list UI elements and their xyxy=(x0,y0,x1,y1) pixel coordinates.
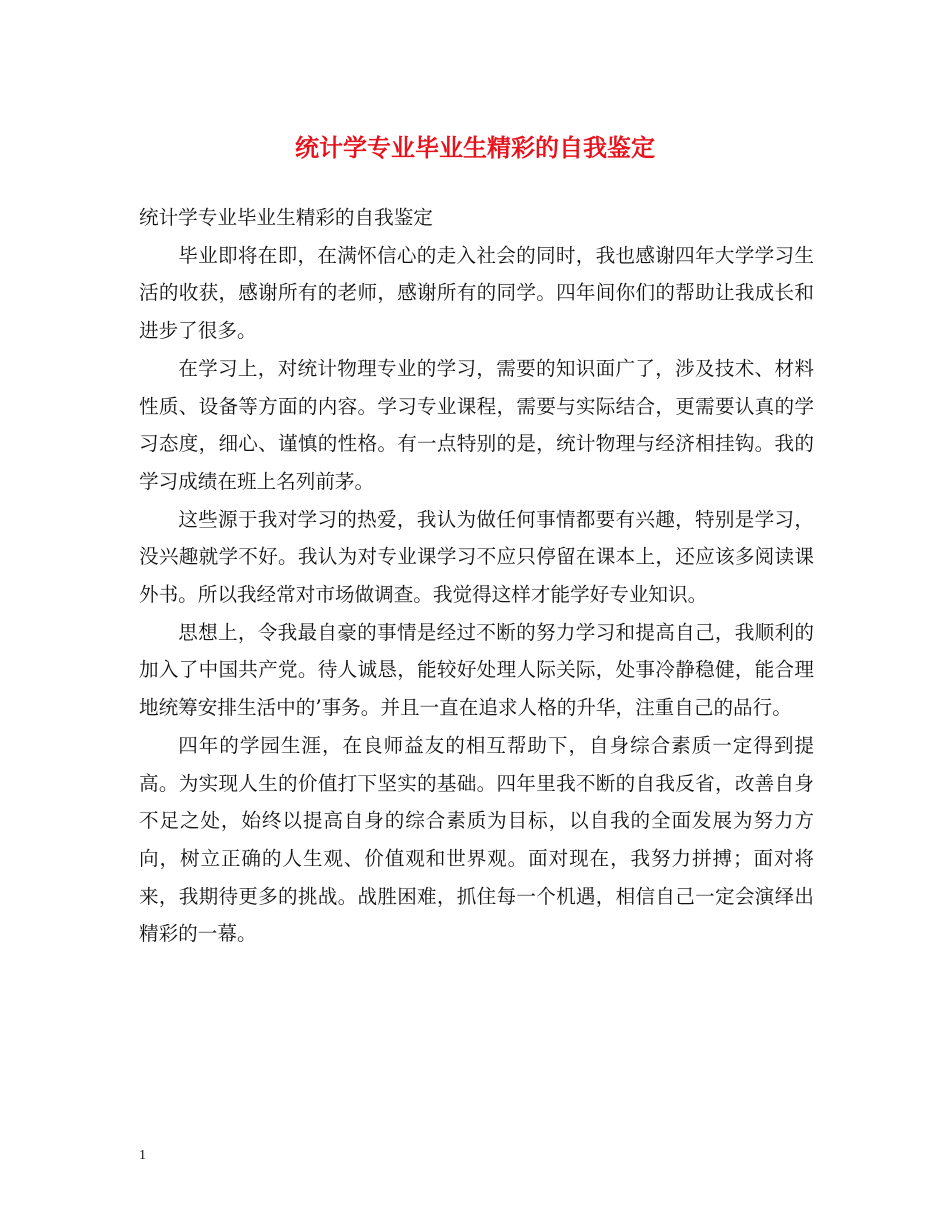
page-number: 1 xyxy=(139,1148,146,1163)
document-body xyxy=(139,199,814,953)
paragraph-3: 这些源于我对学习的热爱，我认为做任何事情都要有兴趣，特别是学习，没兴趣就学不好。我认为对专业课学习不应只停留在课本上，还应该多阅读课外书。所以我经常对市场做调查。我觉得这样才能学好专业知识。 xyxy=(139,507,814,607)
document-subtitle-line: 统计学专业毕业生精彩的自我鉴定 xyxy=(139,206,433,229)
paragraph-2: 在学习上，对统计物理专业的学习，需要的知识面广了，涉及技术、材料性质、设备等方面的内容。学习专业课程，需要与实际结合，更需要认真的学习态度，细心、谨慎的性格。有一点特别的是，统计物理与经济相挂钩。我的学习成绩在班上名列前茅。 xyxy=(139,356,814,493)
paragraph-1: 毕业即将在即，在满怀信心的走入社会的同时，我也感谢四年大学学习生活的收获，感谢所有的老师，感谢所有的同学。四年间你们的帮助让我成长和进步了很多。 xyxy=(139,243,814,343)
document-title: 统计学专业毕业生精彩的自我鉴定 xyxy=(295,133,655,162)
paragraph-4: 思想上，令我最自豪的事情是经过不断的努力学习和提高自己，我顺利的加入了中国共产党。待人诚恳，能较好处理人际关际，处事冷静稳健，能合理地统筹安排生活中的’事务。并且一直在追求人格的升华，注重自己的品行。 xyxy=(139,620,814,720)
paragraph-5: 四年的学园生涯，在良师益友的相互帮助下，自身综合素质一定得到提高。为实现人生的价值打下坚实的基础。四年里我不断的自我反省，改善自身不足之处，始终以提高自身的综合素质为目标，以自我的全面发展为努力方向，树立正确的人生观、价值观和世界观。面对现在，我努力拼搏；面对将来，我期待更多的挑战。战胜困难，抓住每一个机遇，相信自己一定会演绎出精彩的一幕。 xyxy=(139,733,814,946)
